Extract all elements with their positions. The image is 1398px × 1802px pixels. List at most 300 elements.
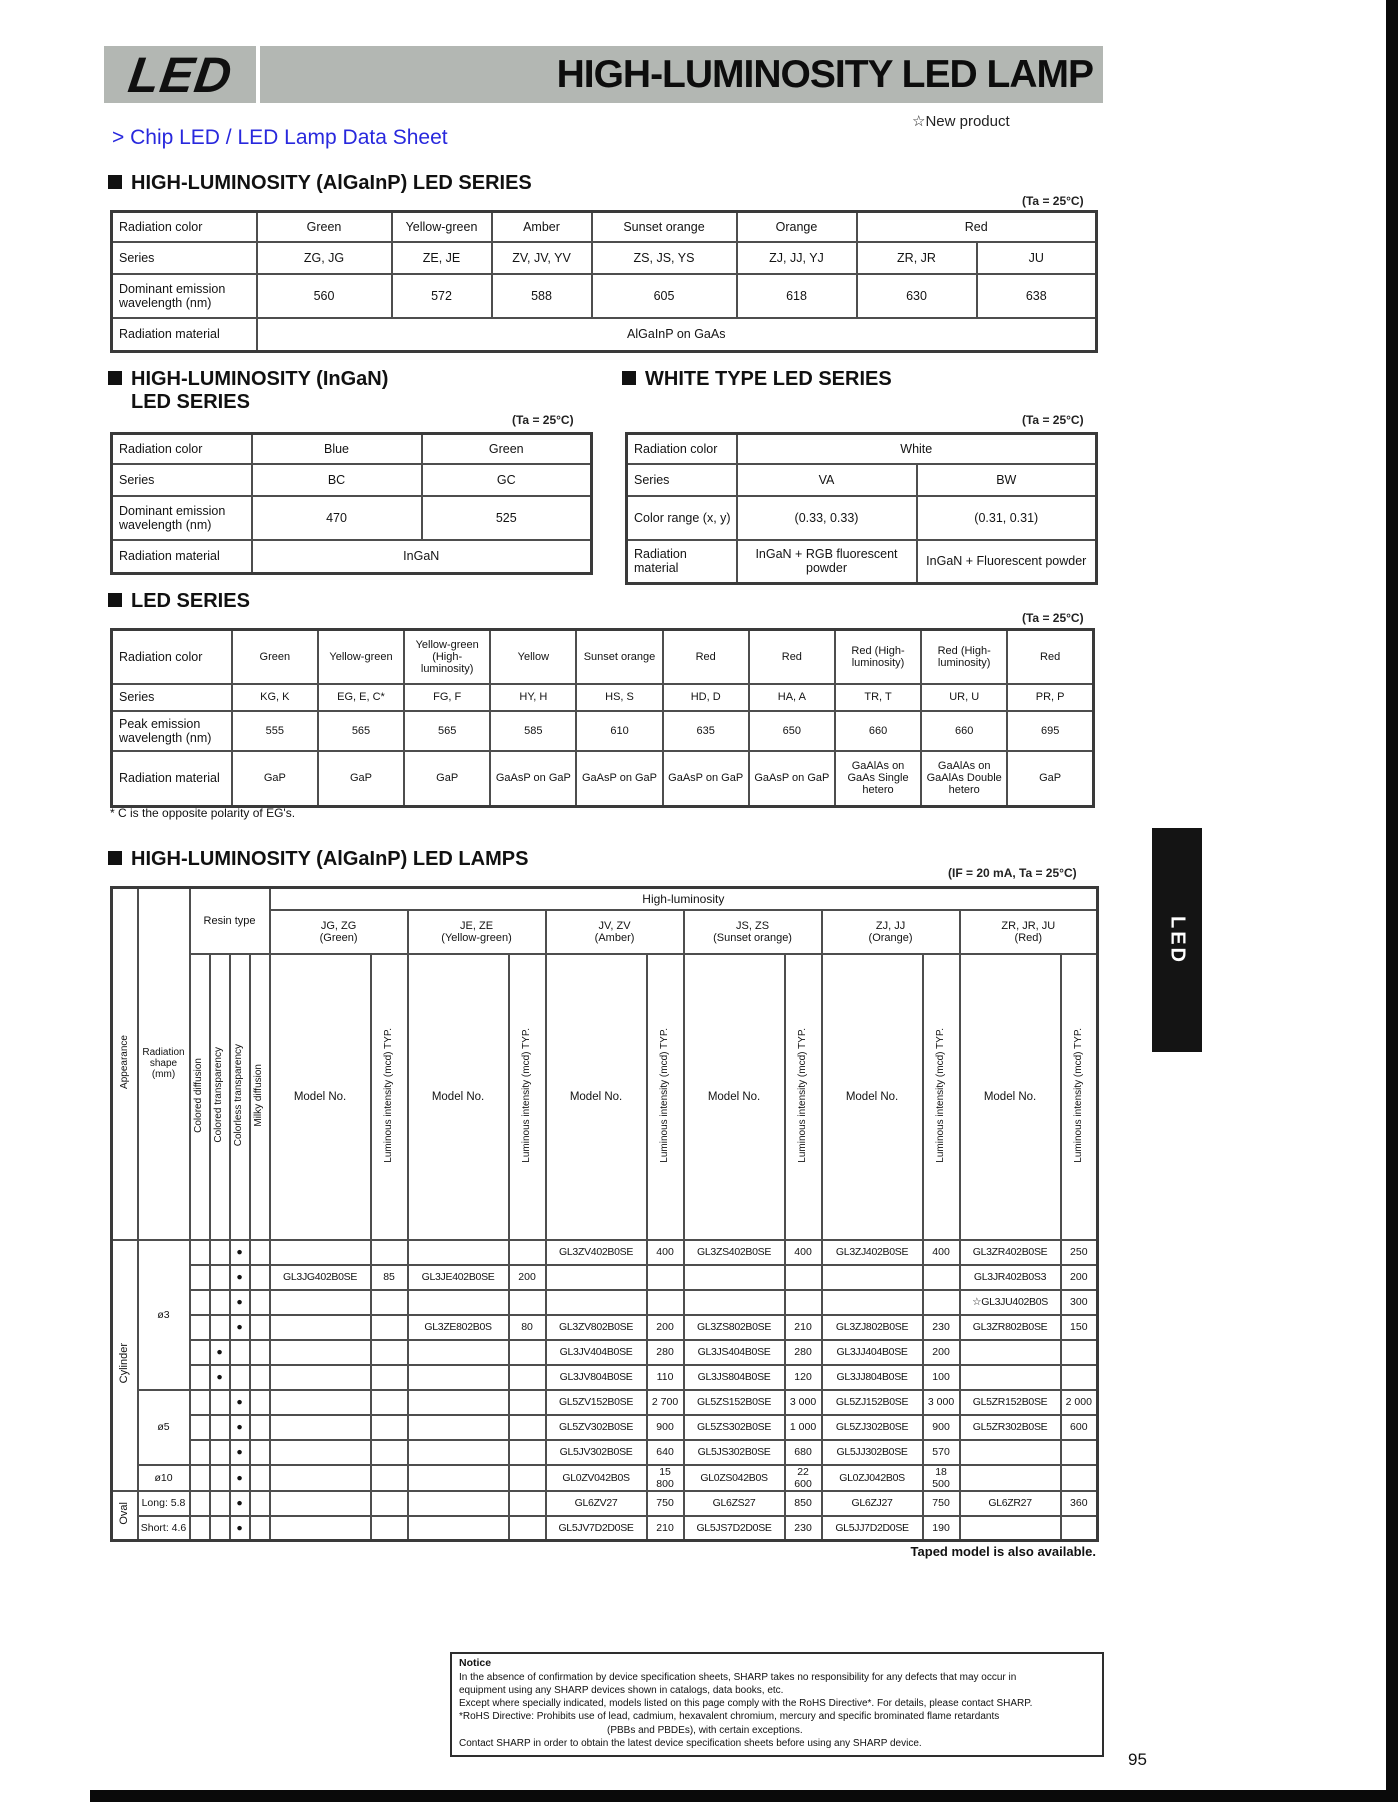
lamp-row — [112, 1440, 1098, 1465]
intensity-cell: 570 — [923, 1440, 960, 1465]
model-cell — [822, 1290, 923, 1315]
shape-cell: ø3 — [138, 1240, 190, 1390]
scan-edge-right — [1386, 0, 1398, 1802]
model-cell — [408, 1516, 509, 1541]
condition-ingan: (Ta = 25°C) — [512, 413, 574, 427]
condition-led-series: (Ta = 25°C) — [1022, 611, 1084, 625]
model-cell: GL3ZS402B0SE — [684, 1240, 785, 1265]
lamps-table — [110, 886, 1099, 1542]
resin-dot-cell — [210, 1516, 230, 1541]
model-cell — [546, 1265, 647, 1290]
resin-type-column-header — [190, 954, 210, 1240]
intensity-cell: 750 — [923, 1491, 960, 1516]
resin-type-column-header — [210, 954, 230, 1240]
row-label: Series — [627, 464, 737, 496]
row-label: Color range (x, y) — [627, 496, 737, 540]
model-cell — [960, 1465, 1061, 1491]
resin-dot-cell — [250, 1340, 270, 1365]
resin-dot-cell — [250, 1290, 270, 1315]
intensity-cell: 210 — [785, 1315, 822, 1340]
wavelength-cell: 565 — [404, 711, 490, 751]
notice-line: (PBBs and PBDEs), with certain exceptions. — [607, 1724, 803, 1736]
model-cell: GL5ZJ152B0SE — [822, 1390, 923, 1415]
model-cell — [270, 1465, 371, 1491]
material-cell: GaAsP on GaP — [576, 751, 662, 807]
table-row: Series VA BW — [627, 464, 1097, 496]
algainp-series-table — [110, 210, 1098, 353]
resin-dot-cell — [190, 1440, 210, 1465]
led-logo-box — [104, 46, 256, 103]
intensity-cell — [647, 1265, 684, 1290]
page-number: 95 — [1128, 1750, 1147, 1769]
resin-dot-cell — [250, 1240, 270, 1265]
resin-dot-cell — [210, 1465, 230, 1491]
intensity-cell: 400 — [923, 1240, 960, 1265]
series-group-color: (Sunset orange) — [713, 931, 792, 944]
model-no-header: Model No. — [270, 954, 371, 1240]
shape-cell: ø10 — [138, 1465, 190, 1491]
intensity-cell — [923, 1290, 960, 1315]
model-cell — [684, 1265, 785, 1290]
row-label: Radiation color — [112, 434, 252, 464]
model-no-header: Model No. — [546, 954, 647, 1240]
intensity-cell — [371, 1290, 408, 1315]
resin-dot-cell — [190, 1240, 210, 1265]
material-cell: GaAsP on GaP — [663, 751, 749, 807]
page-title-bar — [260, 46, 1103, 103]
resin-dot-cell — [210, 1491, 230, 1516]
material-cell: GaP — [318, 751, 404, 807]
luminous-intensity-label: Luminous intensity (mcd) TYP. — [934, 1027, 946, 1163]
model-cell: GL0ZJ042B0S — [822, 1465, 923, 1491]
radiation-color-cell: Yellow-green (High-luminosity) — [404, 630, 490, 684]
resin-type-column-header — [250, 954, 270, 1240]
luminous-intensity-header — [1061, 954, 1098, 1240]
high-luminosity-header: High-luminosity — [270, 888, 1098, 910]
resin-dot-cell — [190, 1290, 210, 1315]
appearance-label: Oval — [118, 1502, 131, 1526]
series-group-name: JG, ZG — [320, 919, 357, 932]
model-cell — [270, 1340, 371, 1365]
intensity-cell — [509, 1491, 546, 1516]
resin-dot-cell — [210, 1415, 230, 1440]
model-cell — [270, 1290, 371, 1315]
intensity-cell — [371, 1516, 408, 1541]
model-cell: GL3ZS802B0SE — [684, 1315, 785, 1340]
intensity-cell: 2 000 — [1061, 1390, 1098, 1415]
radiation-color-cell: Yellow-green — [318, 630, 404, 684]
intensity-cell: 22 600 — [785, 1465, 822, 1491]
intensity-cell: 640 — [647, 1440, 684, 1465]
resin-dot-cell — [210, 1390, 230, 1415]
model-cell — [408, 1290, 509, 1315]
model-cell: GL0ZS042B0S — [684, 1465, 785, 1491]
section-heading-lamps: HIGH-LUMINOSITY (AlGaInP) LED LAMPS — [108, 848, 528, 871]
resin-type-column-header — [230, 954, 250, 1240]
shape-cell: ø5 — [138, 1390, 190, 1465]
row-label: Series — [112, 242, 257, 274]
lamp-row — [112, 1265, 1098, 1290]
ingan-series-table — [110, 432, 593, 575]
intensity-cell: 200 — [1061, 1265, 1098, 1290]
intensity-cell — [509, 1440, 546, 1465]
model-cell: GL6ZR27 — [960, 1491, 1061, 1516]
material-cell: GaP — [1007, 751, 1093, 807]
model-cell: GL3ZJ802B0SE — [822, 1315, 923, 1340]
material-cell: GaAlAs on GaAs Single hetero — [835, 751, 921, 807]
model-cell: GL5JJ302B0SE — [822, 1440, 923, 1465]
wavelength-cell: 650 — [749, 711, 835, 751]
model-cell: GL3ZV402B0SE — [546, 1240, 647, 1265]
radiation-color-cell: Red — [1007, 630, 1093, 684]
luminous-intensity-header — [923, 954, 960, 1240]
resin-dot-cell — [190, 1415, 210, 1440]
wavelength-cell: 695 — [1007, 711, 1093, 751]
wavelength-cell: 555 — [232, 711, 318, 751]
series-group-header — [960, 910, 1098, 954]
led-series-footnote: * C is the opposite polarity of EG's. — [110, 806, 296, 820]
resin-dot-cell — [250, 1415, 270, 1440]
row-label: Series — [112, 684, 232, 711]
row-label: Radiation material — [112, 318, 257, 352]
model-cell — [270, 1415, 371, 1440]
material-cell: GaAlAs on GaAlAs Double hetero — [921, 751, 1007, 807]
intensity-cell — [647, 1290, 684, 1315]
resin-dot-cell — [210, 1315, 230, 1340]
wavelength-cell: 635 — [663, 711, 749, 751]
series-group-color: (Amber) — [594, 931, 635, 944]
resin-dot-cell — [250, 1491, 270, 1516]
model-cell: GL5JS7D2D0SE — [684, 1516, 785, 1541]
table-row: Dominant emission wavelength (nm) 560 572 588 605 618 630 638 — [112, 274, 1097, 318]
model-cell: ☆GL3JU402B0S — [960, 1290, 1061, 1315]
luminous-intensity-label: Luminous intensity (mcd) TYP. — [382, 1027, 394, 1163]
model-cell — [408, 1491, 509, 1516]
model-cell: GL5JV7D2D0SE — [546, 1516, 647, 1541]
lamp-row — [112, 1290, 1098, 1315]
notice-line: Except where specially indicated, models listed on this page comply with the RoHS Directive*. For details, please contact SHARP. — [459, 1698, 1033, 1710]
luminous-intensity-label: Luminous intensity (mcd) TYP. — [1072, 1027, 1084, 1163]
row-label: Radiation material — [112, 751, 232, 807]
table-row: Series ZG, JG ZE, JE ZV, JV, YV ZS, JS, YS ZJ, JJ, YJ ZR, JR JU — [112, 242, 1097, 274]
resin-dot-cell: ● — [230, 1290, 250, 1315]
model-cell: GL3JJ404B0SE — [822, 1340, 923, 1365]
new-product-note: ☆New product — [912, 113, 1010, 130]
model-cell — [408, 1440, 509, 1465]
intensity-cell — [371, 1390, 408, 1415]
section-marker-icon — [108, 371, 122, 385]
led-side-tab: LED — [1152, 828, 1202, 1052]
model-cell: GL6ZS27 — [684, 1491, 785, 1516]
luminous-intensity-header — [509, 954, 546, 1240]
intensity-cell: 150 — [1061, 1315, 1098, 1340]
radiation-color-cell: Red (High-luminosity) — [921, 630, 1007, 684]
intensity-cell: 750 — [647, 1491, 684, 1516]
lamp-row — [112, 1415, 1098, 1440]
lamp-row — [112, 1340, 1098, 1365]
appearance-label: Cylinder — [118, 1343, 131, 1384]
series-group-name: ZJ, JJ — [875, 919, 906, 932]
series-group-name: JE, ZE — [460, 919, 494, 932]
series-cell: PR, P — [1007, 684, 1093, 711]
resin-dot-cell — [210, 1265, 230, 1290]
model-cell: GL3JR402B0S3 — [960, 1265, 1061, 1290]
intensity-cell: 85 — [371, 1265, 408, 1290]
taped-model-note: Taped model is also available. — [910, 1544, 1096, 1559]
series-group-color: (Green) — [319, 931, 358, 944]
table-row: Radiation material AlGaInP on GaAs — [112, 318, 1097, 352]
intensity-cell — [371, 1365, 408, 1390]
model-cell: GL5ZS302B0SE — [684, 1415, 785, 1440]
series-cell: EG, E, C* — [318, 684, 404, 711]
model-cell: GL3JG402B0SE — [270, 1265, 371, 1290]
resin-dot-cell — [250, 1516, 270, 1541]
row-label: Radiation material — [627, 540, 737, 584]
resin-dot-cell: ● — [230, 1415, 250, 1440]
table-row: Radiation color Blue Green — [112, 434, 592, 464]
series-cell: FG, F — [404, 684, 490, 711]
intensity-cell — [509, 1365, 546, 1390]
table-row — [112, 630, 1094, 684]
model-cell: GL5ZJ302B0SE — [822, 1415, 923, 1440]
intensity-cell — [371, 1491, 408, 1516]
shape-header: Radiation shape (mm) — [138, 888, 190, 1240]
condition-white: (Ta = 25°C) — [1022, 413, 1084, 427]
model-cell: GL0ZV042B0S — [546, 1465, 647, 1491]
model-cell: GL6ZJ27 — [822, 1491, 923, 1516]
notice-title: Notice — [459, 1657, 492, 1669]
model-cell: GL3JE402B0SE — [408, 1265, 509, 1290]
notice-box — [450, 1652, 1104, 1757]
model-cell — [270, 1315, 371, 1340]
notice-line: Contact SHARP in order to obtain the latest device specification sheets before using any SHARP device. — [459, 1737, 922, 1749]
resin-dot-cell — [250, 1465, 270, 1491]
model-cell — [270, 1240, 371, 1265]
table-row — [112, 684, 1094, 711]
row-label: Peak emission wavelength (nm) — [112, 711, 232, 751]
intensity-cell: 18 500 — [923, 1465, 960, 1491]
model-cell — [408, 1365, 509, 1390]
resin-dot-cell — [190, 1390, 210, 1415]
model-cell — [684, 1290, 785, 1315]
resin-dot-cell — [190, 1465, 210, 1491]
led-logo: LED — [124, 46, 236, 103]
resin-dot-cell: ● — [230, 1315, 250, 1340]
intensity-cell — [923, 1265, 960, 1290]
table-row: Color range (x, y) (0.33, 0.33) (0.31, 0.31) — [627, 496, 1097, 540]
data-sheet-link[interactable]: > Chip LED / LED Lamp Data Sheet — [112, 126, 448, 149]
table-row — [112, 751, 1094, 807]
intensity-cell: 230 — [923, 1315, 960, 1340]
intensity-cell: 230 — [785, 1516, 822, 1541]
intensity-cell: 1 000 — [785, 1415, 822, 1440]
section-heading-algainp: HIGH-LUMINOSITY (AlGaInP) LED SERIES — [108, 172, 532, 195]
lamp-row — [112, 1240, 1098, 1265]
series-group-color: (Red) — [1014, 931, 1043, 944]
material-cell: GaAsP on GaP — [490, 751, 576, 807]
resin-dot-cell — [190, 1365, 210, 1390]
intensity-cell: 80 — [509, 1315, 546, 1340]
model-cell — [960, 1516, 1061, 1541]
model-cell — [960, 1440, 1061, 1465]
model-cell: GL5ZS152B0SE — [684, 1390, 785, 1415]
resin-dot-cell — [250, 1440, 270, 1465]
resin-dot-cell — [230, 1365, 250, 1390]
lamp-row — [112, 1491, 1098, 1516]
resin-type-label: Colored diffusion — [193, 1057, 205, 1133]
table-row: Radiation material InGaN + RGB fluorescent powder InGaN + Fluorescent powder — [627, 540, 1097, 584]
wavelength-cell: 585 — [490, 711, 576, 751]
intensity-cell: 680 — [785, 1440, 822, 1465]
series-group-name: JS, ZS — [736, 919, 770, 932]
table-row: Dominant emission wavelength (nm) 470 525 — [112, 496, 592, 540]
model-cell: GL5ZR302B0SE — [960, 1415, 1061, 1440]
radiation-color-cell: Green — [232, 630, 318, 684]
model-cell: GL5JV302B0SE — [546, 1440, 647, 1465]
appearance-cell — [112, 1240, 138, 1491]
model-cell — [960, 1365, 1061, 1390]
model-cell: GL3ZJ402B0SE — [822, 1240, 923, 1265]
resin-dot-cell — [190, 1491, 210, 1516]
intensity-cell — [1061, 1340, 1098, 1365]
series-group-name: ZR, JR, JU — [1001, 919, 1056, 932]
intensity-cell — [371, 1315, 408, 1340]
section-marker-icon — [108, 851, 122, 865]
intensity-cell — [509, 1340, 546, 1365]
resin-dot-cell — [210, 1240, 230, 1265]
model-no-header: Model No. — [822, 954, 923, 1240]
intensity-cell — [371, 1240, 408, 1265]
model-cell — [546, 1290, 647, 1315]
model-no-header: Model No. — [684, 954, 785, 1240]
model-cell: GL3ZR802B0SE — [960, 1315, 1061, 1340]
intensity-cell: 200 — [509, 1265, 546, 1290]
resin-dot-cell: ● — [230, 1390, 250, 1415]
model-no-header: Model No. — [408, 954, 509, 1240]
table-row: Series BC GC — [112, 464, 592, 496]
model-cell — [822, 1265, 923, 1290]
appearance-header: Appearance — [112, 888, 138, 1240]
series-cell: HS, S — [576, 684, 662, 711]
model-cell: GL3JV404B0SE — [546, 1340, 647, 1365]
model-cell: GL3JS404B0SE — [684, 1340, 785, 1365]
resin-dot-cell — [250, 1390, 270, 1415]
row-label: Dominant emission wavelength (nm) — [112, 496, 252, 540]
row-label: Radiation color — [627, 434, 737, 464]
model-cell — [270, 1390, 371, 1415]
intensity-cell: 3 000 — [923, 1390, 960, 1415]
wavelength-cell: 660 — [921, 711, 1007, 751]
resin-type-label: Milky diffusion — [253, 1063, 265, 1127]
series-group-name: JV, ZV — [598, 919, 631, 932]
wavelength-cell: 565 — [318, 711, 404, 751]
condition-lamps: (IF = 20 mA, Ta = 25°C) — [948, 866, 1077, 880]
model-cell — [408, 1390, 509, 1415]
intensity-cell: 360 — [1061, 1491, 1098, 1516]
row-label: Radiation material — [112, 540, 252, 574]
intensity-cell: 200 — [923, 1340, 960, 1365]
series-group-header — [684, 910, 822, 954]
lamp-row — [112, 1516, 1098, 1541]
model-cell: GL5ZV302B0SE — [546, 1415, 647, 1440]
series-cell: HY, H — [490, 684, 576, 711]
resin-dot-cell — [250, 1365, 270, 1390]
model-cell: GL6ZV27 — [546, 1491, 647, 1516]
table-row: Radiation material InGaN — [112, 540, 592, 574]
notice-line: equipment using any SHARP devices shown in catalogs, data books, etc. — [459, 1685, 784, 1697]
resin-dot-cell: ● — [230, 1440, 250, 1465]
model-cell: GL5ZV152B0SE — [546, 1390, 647, 1415]
resin-type-header: Resin type — [190, 888, 270, 954]
model-no-header: Model No. — [960, 954, 1061, 1240]
series-cell: KG, K — [232, 684, 318, 711]
page-title: HIGH-LUMINOSITY LED LAMP — [556, 52, 1093, 96]
material-cell: GaAsP on GaP — [749, 751, 835, 807]
resin-dot-cell — [210, 1290, 230, 1315]
intensity-cell: 300 — [1061, 1290, 1098, 1315]
shape-cell: Long: 5.8 — [138, 1491, 190, 1516]
radiation-color-cell: Yellow — [490, 630, 576, 684]
intensity-cell — [509, 1390, 546, 1415]
condition-algainp: (Ta = 25°C) — [1022, 194, 1084, 208]
intensity-cell: 250 — [1061, 1240, 1098, 1265]
intensity-cell: 900 — [923, 1415, 960, 1440]
intensity-cell: 400 — [785, 1240, 822, 1265]
series-group-color: (Orange) — [868, 931, 913, 944]
model-cell — [408, 1415, 509, 1440]
lamp-row — [112, 1365, 1098, 1390]
resin-dot-cell: ● — [230, 1265, 250, 1290]
resin-dot-cell — [190, 1516, 210, 1541]
model-cell — [270, 1365, 371, 1390]
intensity-cell: 400 — [647, 1240, 684, 1265]
model-cell — [408, 1465, 509, 1491]
radiation-color-cell: Sunset orange — [576, 630, 662, 684]
intensity-cell: 200 — [647, 1315, 684, 1340]
series-group-header — [822, 910, 960, 954]
intensity-cell: 600 — [1061, 1415, 1098, 1440]
intensity-cell: 15 800 — [647, 1465, 684, 1491]
intensity-cell — [1061, 1440, 1098, 1465]
table-row: Radiation color White — [627, 434, 1097, 464]
series-group-header — [408, 910, 546, 954]
row-label: Radiation color — [112, 630, 232, 684]
section-marker-icon — [622, 371, 636, 385]
notice-line: In the absence of confirmation by device specification sheets, SHARP takes no responsibility for any defects that may occur in — [459, 1671, 1017, 1683]
luminous-intensity-header — [371, 954, 408, 1240]
resin-dot-cell — [190, 1340, 210, 1365]
model-cell: GL3JJ804B0SE — [822, 1365, 923, 1390]
shape-cell: Short: 4.6 — [138, 1516, 190, 1541]
intensity-cell — [371, 1465, 408, 1491]
section-heading-white: WHITE TYPE LED SERIES — [622, 368, 892, 391]
lamp-row — [112, 1465, 1098, 1491]
intensity-cell — [509, 1240, 546, 1265]
intensity-cell — [1061, 1365, 1098, 1390]
intensity-cell — [785, 1290, 822, 1315]
wavelength-cell: 660 — [835, 711, 921, 751]
luminous-intensity-header — [785, 954, 822, 1240]
resin-dot-cell — [190, 1265, 210, 1290]
white-series-table — [625, 432, 1098, 585]
section-marker-icon — [108, 175, 122, 189]
resin-dot-cell: ● — [230, 1465, 250, 1491]
series-group-color: (Yellow-green) — [441, 931, 512, 944]
model-cell: GL3JS804B0SE — [684, 1365, 785, 1390]
section-marker-icon — [108, 593, 122, 607]
resin-dot-cell — [230, 1340, 250, 1365]
series-cell: HA, A — [749, 684, 835, 711]
